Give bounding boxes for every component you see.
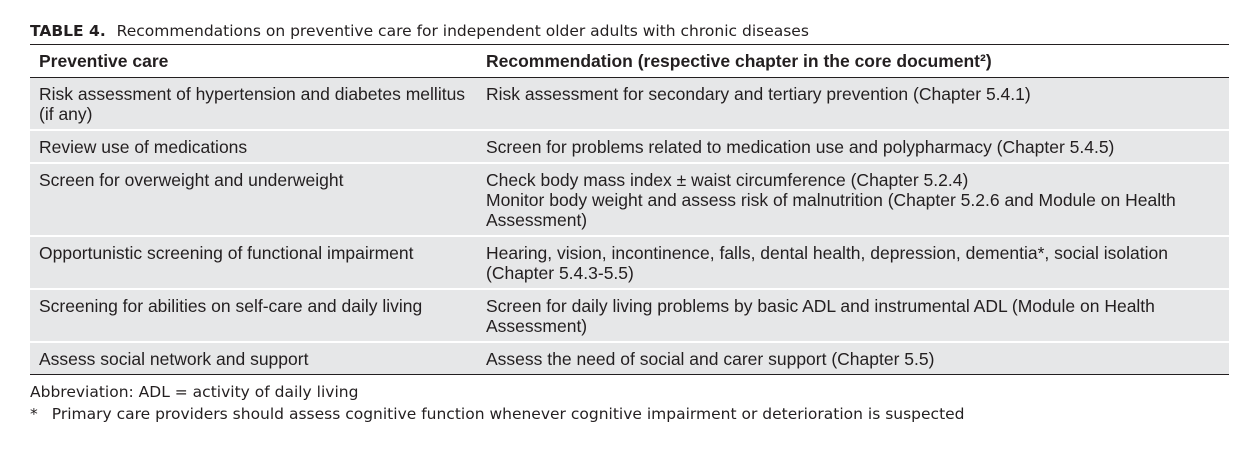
table-caption-label: TABLE 4. bbox=[30, 22, 106, 40]
care-cell: Opportunistic screening of functional impairment bbox=[30, 236, 477, 289]
care-cell: Screen for overweight and underweight bbox=[30, 163, 477, 236]
table-caption bbox=[30, 20, 1230, 44]
recommendation-line: Monitor body weight and assess risk of malnutrition (Chapter 5.2.6 and Module on Health Assessment) bbox=[486, 190, 1176, 230]
table-notes bbox=[30, 381, 1230, 425]
table-row bbox=[30, 78, 1229, 131]
header-recommendation: Recommendation (respective chapter in the core document²) bbox=[477, 45, 1229, 78]
footnote-text: Primary care providers should assess cognitive function whenever cognitive impairment or deterioration is suspected bbox=[51, 405, 965, 423]
table-row bbox=[30, 236, 1229, 289]
footnote bbox=[30, 403, 1230, 425]
table-row bbox=[30, 342, 1229, 375]
table-caption-title: Recommendations on preventive care for independent older adults with chronic diseases bbox=[116, 22, 809, 40]
care-cell: Risk assessment of hypertension and diabetes mellitus (if any) bbox=[30, 78, 477, 131]
recommendation-cell bbox=[477, 289, 1229, 342]
recommendations-table bbox=[30, 44, 1229, 375]
table-header-row bbox=[30, 45, 1229, 78]
recommendation-cell bbox=[477, 342, 1229, 375]
recommendation-line: Screen for problems related to medication use and polypharmacy (Chapter 5.4.5) bbox=[486, 137, 1115, 157]
recommendation-cell bbox=[477, 130, 1229, 163]
recommendation-line: Assess the need of social and carer support (Chapter 5.5) bbox=[486, 349, 935, 369]
recommendation-line: Hearing, vision, incontinence, falls, dental health, depression, dementia*, social isolation (Chapter 5.4.3-5.5) bbox=[486, 243, 1168, 283]
recommendation-cell bbox=[477, 163, 1229, 236]
document-page bbox=[30, 20, 1230, 425]
table-row bbox=[30, 163, 1229, 236]
care-cell: Review use of medications bbox=[30, 130, 477, 163]
table-row bbox=[30, 130, 1229, 163]
recommendation-line: Risk assessment for secondary and tertiary prevention (Chapter 5.4.1) bbox=[486, 84, 1031, 104]
recommendation-line: Screen for daily living problems by basic ADL and instrumental ADL (Module on Health Assessment) bbox=[486, 296, 1155, 336]
recommendation-cell bbox=[477, 78, 1229, 131]
recommendation-cell bbox=[477, 236, 1229, 289]
header-preventive-care: Preventive care bbox=[30, 45, 477, 78]
abbreviation-note: Abbreviation: ADL = activity of daily living bbox=[30, 383, 359, 401]
footnote-mark: * bbox=[30, 405, 38, 423]
care-cell: Assess social network and support bbox=[30, 342, 477, 375]
table-row bbox=[30, 289, 1229, 342]
care-cell: Screening for abilities on self-care and daily living bbox=[30, 289, 477, 342]
recommendation-line: Check body mass index ± waist circumference (Chapter 5.2.4) bbox=[486, 170, 969, 190]
